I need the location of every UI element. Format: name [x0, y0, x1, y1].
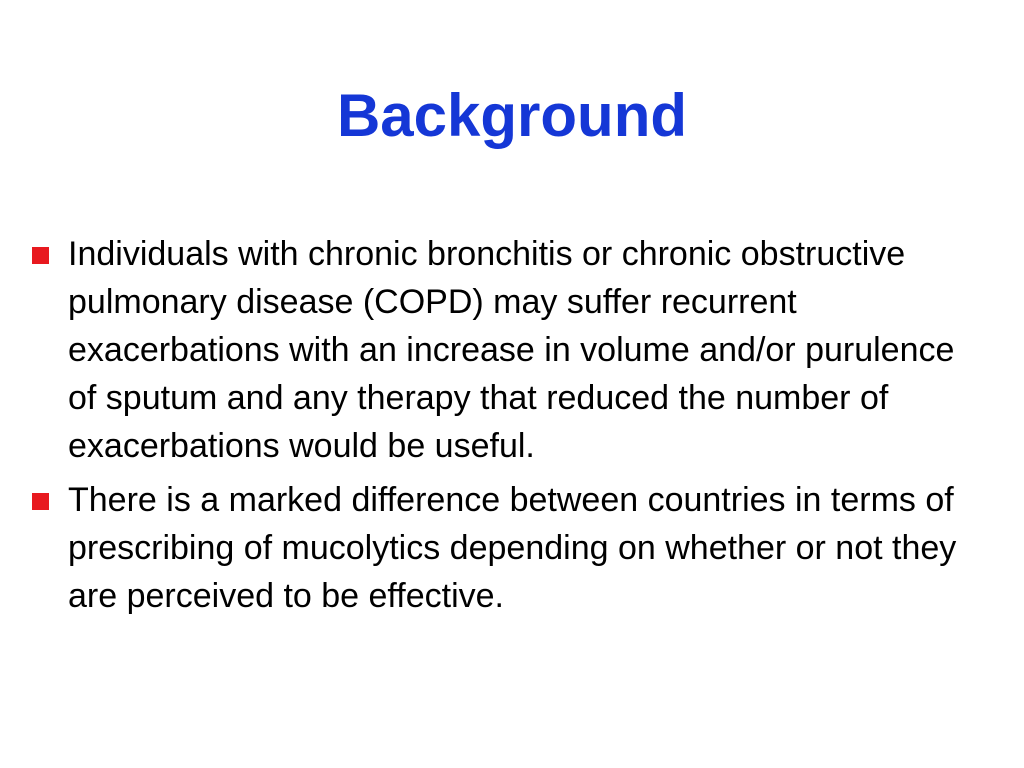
slide-title: Background	[336, 82, 688, 149]
bullet-text: Individuals with chronic bronchitis or chronic obstructive pulmonary disease (COPD) may suffer recurrent exacerbations with an increase in volume and/or purulence of sputum and any therapy that reduced the number of exacerbations would be useful.	[68, 235, 955, 465]
bullet-item	[32, 476, 982, 620]
bullet-item	[32, 230, 982, 470]
bullet-list	[32, 230, 982, 626]
bullet-text: There is a marked difference between countries in terms of prescribing of mucolytics depending on whether or not they are perceived to be effective.	[68, 481, 957, 615]
red-square-bullet-icon	[32, 247, 49, 264]
red-square-bullet-icon	[32, 493, 49, 510]
